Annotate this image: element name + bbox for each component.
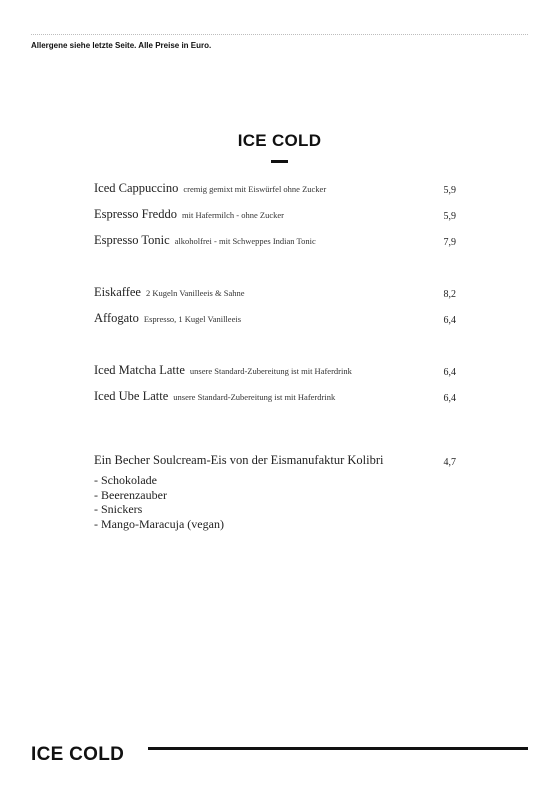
menu-item-iced-cappuccino [94,180,456,196]
ice-cream-flavor-list [94,473,224,531]
menu-item-espresso-tonic [94,232,456,248]
footer-title: ICE COLD [31,744,125,765]
item-price: 5,9 [443,185,456,196]
item-price: 7,9 [443,237,456,248]
item-name: Espresso Tonic [94,233,170,247]
item-name: Espresso Freddo [94,207,177,221]
allergen-note: Allergene siehe letzte Seite. Alle Preise in Euro. [31,41,212,50]
list-item: - Snickers [94,502,143,516]
item-name: Iced Ube Latte [94,389,169,403]
menu-item-affogato [94,310,456,326]
item-name: Iced Matcha Latte [94,363,185,377]
list-item: - Mango-Maracuja (vegan) [94,516,224,531]
item-price: 4,7 [443,457,456,468]
list-item: - Schokolade [94,473,157,487]
item-description: unsere Standard-Zubereitung ist mit Haferdrink [173,392,336,402]
list-item: - Beerenzauber [94,487,167,502]
item-price: 5,9 [443,211,456,222]
item-description: 2 Kugeln Vanilleeis & Sahne [145,288,245,298]
menu-item-soulcream-eis [94,452,456,468]
item-name: Iced Cappuccino [94,181,179,195]
title-underline-dash [271,160,288,163]
top-divider [31,34,528,35]
item-description: cremig gemixt mit Eiswürfel ohne Zucker [183,184,327,194]
menu-item-eiskaffee [94,284,456,300]
item-name: Ein Becher Soulcream-Eis von der Eismanufaktur Kolibri [94,453,384,467]
section-title: ICE COLD [237,131,322,150]
item-description: unsere Standard-Zubereitung ist mit Haferdrink [189,366,352,376]
item-description: mit Hafermilch - ohne Zucker [181,210,284,220]
item-price: 8,2 [443,289,456,300]
footer-rule [148,747,528,750]
item-price: 6,4 [443,367,456,378]
item-name: Eiskaffee [94,285,141,299]
item-price: 6,4 [443,393,456,404]
item-price: 6,4 [443,315,456,326]
item-name: Affogato [94,311,139,325]
menu-item-iced-ube-latte [94,388,456,404]
item-description: alkoholfrei - mit Schweppes Indian Tonic [174,236,316,246]
item-description: Espresso, 1 Kugel Vanilleeis [143,314,242,324]
menu-item-espresso-freddo [94,206,456,222]
menu-item-iced-matcha-latte [94,362,456,378]
